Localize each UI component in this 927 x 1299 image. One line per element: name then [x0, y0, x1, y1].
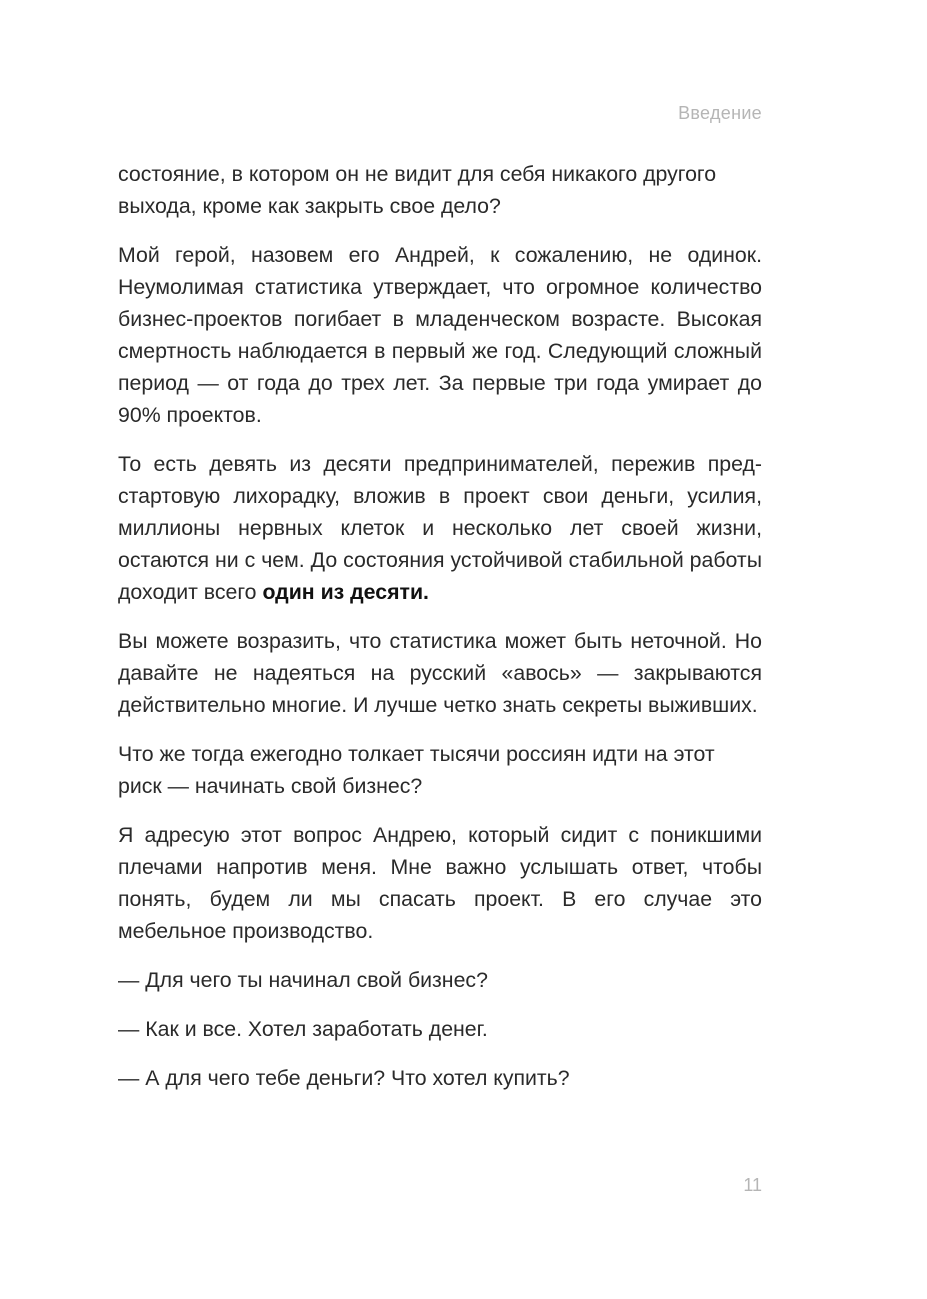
dialogue-line-1: — Для чего ты начинал свой бизнес?	[118, 968, 488, 992]
page-number: 11	[743, 1175, 762, 1195]
paragraph-6: Я адресую этот вопрос Андрею, который сидит с поникшими плечами напротив меня. Мне важно услышать ответ, чтобы понять, будем ли мы спасать проект. В его случае это мебельное производство.	[118, 823, 762, 943]
paragraph-4: Вы можете возразить, что статистика может быть неточной. Но давайте не надеяться на русский «авось» — закрываются действительно многие. И лучше четко знать секреты выживших.	[118, 629, 762, 717]
paragraph-1: состояние, в котором он не видит для себя никакого другого выхода, кроме как закрыть свое дело?	[118, 162, 717, 218]
running-header: Введение	[678, 103, 762, 123]
paragraph-5: Что же тогда ежегодно толкает тысячи россиян идти на этот риск — начинать свой бизнес?	[118, 742, 715, 798]
paragraph-3	[118, 448, 762, 608]
page-body	[118, 158, 762, 1111]
dialogue-line-3: — А для чего тебе деньги? Что хотел купить?	[118, 1066, 570, 1090]
paragraph-3-emphasis: один из десяти.	[262, 580, 429, 604]
paragraph-2: Мой герой, назовем его Андрей, к сожалению, не одинок. Неумолимая статистика утверждает, что огромное количество бизнес-проектов погибает в младенческом возрасте. Высокая смертность наблюдается в первый же год. Следующий сложный период — от года до трех лет. За первые три года умирает до 90% проектов.	[118, 243, 762, 427]
dialogue-line-2: — Как и все. Хотел заработать денег.	[118, 1017, 488, 1041]
paragraph-3-text: То есть девять из десяти предпринимателей, пережив предстартовую лихорадку, вложив в проект свои деньги, усилия, миллионы нервных клеток и несколько лет своей жизни, остаются ни с чем. До состояния устойчивой стабильной работы доходит всего	[118, 452, 762, 604]
